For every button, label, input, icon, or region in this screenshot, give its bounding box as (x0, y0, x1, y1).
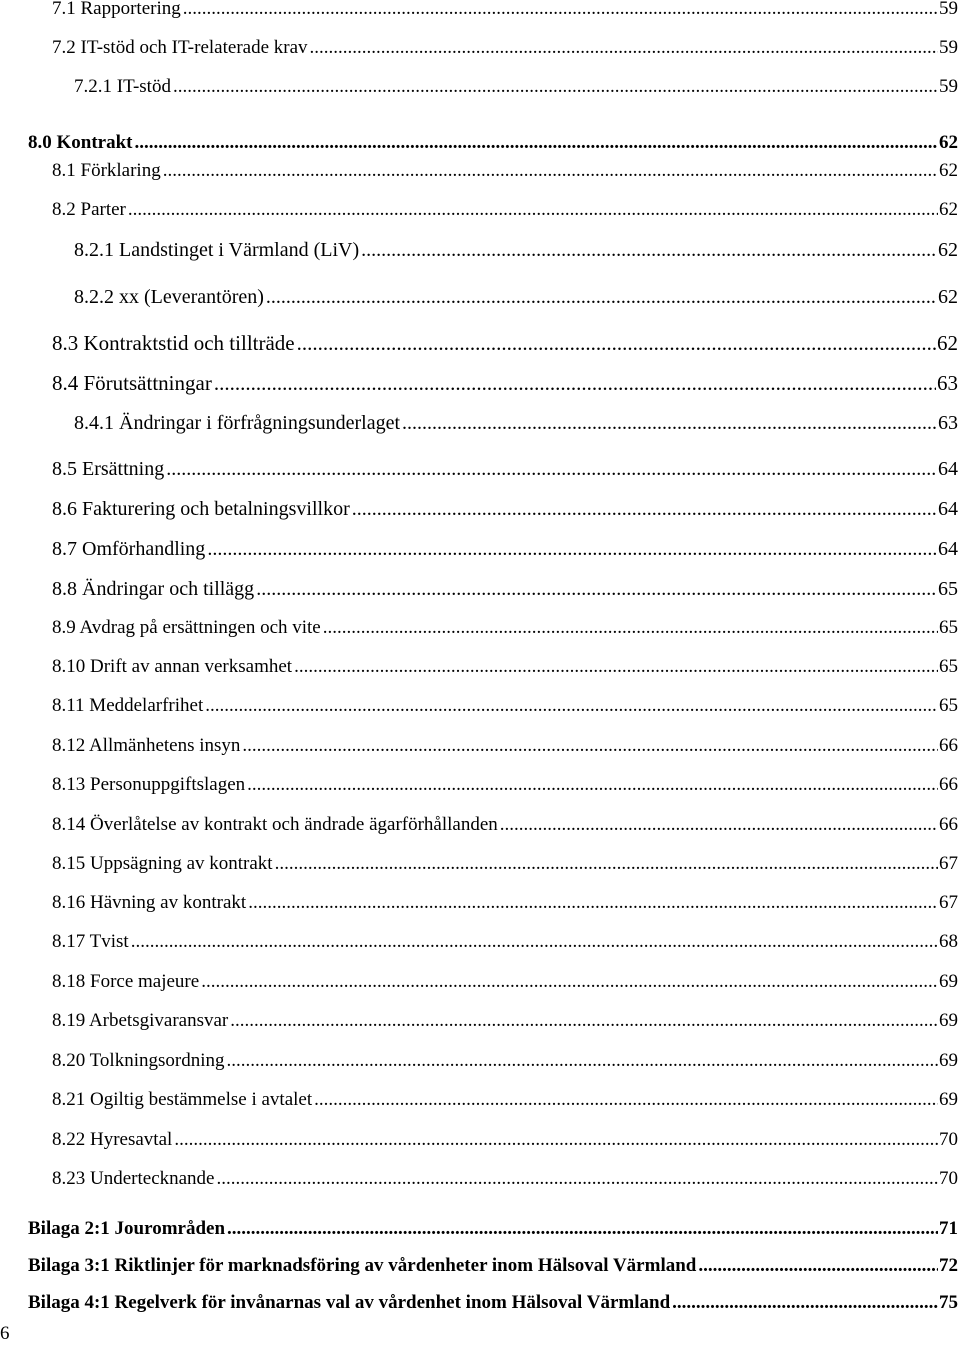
toc-entry[interactable] (52, 929, 958, 955)
toc-leader-dots (361, 237, 937, 263)
toc-entry-page: 67 (939, 892, 958, 913)
toc-entry[interactable] (28, 1290, 958, 1316)
toc-leader-dots (205, 693, 938, 719)
toc-leader-dots (174, 1127, 938, 1153)
toc-entry[interactable] (52, 197, 958, 223)
toc-leader-dots (230, 1008, 938, 1034)
toc-entry[interactable] (52, 772, 958, 798)
toc-entry[interactable] (52, 0, 958, 22)
toc-entry-label: 8.0 Kontrakt (28, 132, 133, 153)
toc-entry[interactable] (28, 130, 958, 156)
toc-entry-page: 62 (937, 331, 958, 355)
toc-entry[interactable] (52, 370, 958, 396)
toc-entry-page: 70 (939, 1168, 958, 1189)
toc-leader-dots (402, 410, 937, 436)
toc-entry-label: 8.8 Ändringar och tillägg (52, 578, 255, 600)
toc-entry[interactable] (52, 851, 958, 877)
toc-leader-dots (128, 197, 938, 223)
toc-leader-dots (247, 772, 938, 798)
toc-entry[interactable] (52, 1087, 958, 1113)
toc-entry-label: 8.15 Uppsägning av kontrakt (52, 853, 273, 874)
toc-entry[interactable] (52, 615, 958, 641)
toc-entry-page: 62 (938, 239, 958, 261)
toc-entry[interactable] (52, 1166, 958, 1192)
toc-entry-page: 68 (939, 931, 958, 952)
toc-leader-dots (266, 284, 937, 310)
toc-entry[interactable] (74, 284, 958, 310)
toc-entry-page: 69 (939, 1010, 958, 1031)
toc-entry-label: Bilaga 4:1 Regelverk för invånarnas val av vårdenhet inom Hälsoval Värmland (28, 1292, 671, 1313)
toc-entry-label: 8.19 Arbetsgivaransvar (52, 1010, 229, 1031)
toc-entry-page: 75 (939, 1292, 958, 1313)
toc-entry-page: 66 (939, 735, 958, 756)
toc-entry-label: 8.17 Tvist (52, 931, 129, 952)
toc-entry-label: 8.2.2 xx (Leverantören) (74, 286, 264, 308)
toc-entry-page: 70 (939, 1129, 958, 1150)
toc-leader-dots (256, 576, 937, 602)
toc-entry-page: 72 (939, 1255, 958, 1276)
toc-entry[interactable] (28, 1253, 958, 1279)
toc-entry-page: 69 (939, 1050, 958, 1071)
toc-leader-dots (294, 654, 938, 680)
toc-entry-label: 8.5 Ersättning (52, 458, 165, 480)
toc-entry[interactable] (52, 576, 958, 602)
toc-leader-dots (275, 851, 938, 877)
toc-leader-dots (214, 370, 936, 396)
toc-entry-page: 62 (939, 199, 958, 220)
toc-leader-dots (310, 35, 938, 61)
toc-leader-dots (166, 456, 937, 482)
toc-entry[interactable] (52, 1008, 958, 1034)
toc-leader-dots (135, 130, 939, 156)
toc-entry-page: 59 (939, 0, 958, 19)
toc-entry-page: 62 (938, 286, 958, 308)
toc-entry-label: 8.21 Ogiltig bestämmelse i avtalet (52, 1089, 313, 1110)
toc-leader-dots (297, 330, 936, 356)
toc-entry-label: 8.10 Drift av annan verksamhet (52, 656, 293, 677)
toc-entry[interactable] (52, 1127, 958, 1153)
toc-entry[interactable] (52, 456, 958, 482)
toc-entry-page: 65 (939, 695, 958, 716)
toc-entry-page: 69 (939, 1089, 958, 1110)
toc-entry-label: 8.16 Hävning av kontrakt (52, 892, 247, 913)
page-number: 6 (0, 1323, 10, 1344)
toc-entry-page: 59 (939, 37, 958, 58)
toc-entry[interactable] (52, 812, 958, 838)
toc-leader-dots (173, 74, 938, 100)
toc-entry-label: 8.22 Hyresavtal (52, 1129, 173, 1150)
toc-entry[interactable] (52, 733, 958, 759)
toc-entry[interactable] (52, 35, 958, 61)
toc-leader-dots (352, 496, 937, 522)
toc-entry[interactable] (52, 158, 958, 184)
toc-entry-label: 7.2 IT-stöd och IT-relaterade krav (52, 37, 308, 58)
toc-leader-dots (183, 0, 938, 22)
toc-entry-label: 8.11 Meddelarfrihet (52, 695, 204, 716)
toc-entry-page: 65 (939, 656, 958, 677)
toc-entry-page: 62 (939, 132, 958, 153)
toc-entry-label: 8.20 Tolkningsordning (52, 1050, 225, 1071)
toc-entry-label: 7.1 Rapportering (52, 0, 181, 19)
toc-entry[interactable] (74, 74, 958, 100)
toc-leader-dots (248, 890, 938, 916)
toc-leader-dots (131, 929, 938, 955)
toc-leader-dots (217, 1166, 939, 1192)
toc-entry[interactable] (28, 1216, 958, 1242)
toc-leader-dots (163, 158, 938, 184)
toc-entry-label: 8.2.1 Landstinget i Värmland (LiV) (74, 239, 360, 261)
toc-entry[interactable] (52, 496, 958, 522)
toc-entry-label: 8.4 Förutsättningar (52, 371, 212, 395)
toc-entry-page: 64 (938, 458, 958, 480)
toc-entry[interactable] (74, 410, 958, 436)
toc-entry-label: 8.14 Överlåtelse av kontrakt och ändrade ägarförhållanden (52, 814, 498, 835)
toc-entry-label: 8.6 Fakturering och betalningsvillkor (52, 498, 350, 520)
toc-entry[interactable] (74, 237, 958, 263)
toc-leader-dots (242, 733, 938, 759)
toc-leader-dots (323, 615, 938, 641)
toc-entry-page: 65 (938, 578, 958, 600)
toc-leader-dots (314, 1087, 938, 1113)
toc-entry-label: 8.13 Personuppgiftslagen (52, 774, 246, 795)
toc-entry[interactable] (52, 890, 958, 916)
toc-leader-dots (201, 969, 938, 995)
toc-entry-page: 63 (938, 412, 958, 434)
toc-entry[interactable] (52, 330, 958, 356)
toc-entry-label: 8.18 Force majeure (52, 971, 200, 992)
toc-leader-dots (698, 1253, 938, 1279)
toc-entry-page: 64 (938, 498, 958, 520)
toc-leader-dots (227, 1048, 939, 1074)
toc-entry[interactable] (52, 693, 958, 719)
toc-entry-page: 64 (938, 538, 958, 560)
toc-entry-label: 8.2 Parter (52, 199, 126, 220)
toc-entry[interactable] (52, 536, 958, 562)
toc-leader-dots (500, 812, 938, 838)
toc-entry-label: 7.2.1 IT-stöd (74, 76, 171, 97)
toc-entry-page: 71 (939, 1218, 958, 1239)
toc-entry-label: 8.3 Kontraktstid och tillträde (52, 331, 295, 355)
toc-leader-dots (207, 536, 937, 562)
toc-entry-label: 8.7 Omförhandling (52, 538, 206, 560)
toc-entry-label: Bilaga 3:1 Riktlinjer för marknadsföring av vårdenheter inom Hälsoval Värmland (28, 1255, 697, 1276)
toc-entry-page: 65 (939, 617, 958, 638)
toc-leader-dots (227, 1216, 938, 1242)
toc-entry-page: 62 (939, 160, 958, 181)
toc-entry-label: 8.4.1 Ändringar i förfrågningsunderlaget (74, 412, 401, 434)
toc-entry-label: 8.12 Allmänhetens insyn (52, 735, 241, 756)
toc-entry[interactable] (52, 1048, 958, 1074)
toc-entry[interactable] (52, 654, 958, 680)
toc-entry-page: 63 (937, 371, 958, 395)
toc-entry-label: Bilaga 2:1 Jourområden (28, 1218, 226, 1239)
toc-entry-page: 59 (939, 76, 958, 97)
toc-entry[interactable] (52, 969, 958, 995)
toc-entry-label: 8.1 Förklaring (52, 160, 161, 181)
toc-leader-dots (672, 1290, 938, 1316)
toc-entry-label: 8.9 Avdrag på ersättningen och vite (52, 617, 321, 638)
toc-entry-page: 67 (939, 853, 958, 874)
toc-entry-page: 69 (939, 971, 958, 992)
toc-entry-label: 8.23 Undertecknande (52, 1168, 215, 1189)
toc-entry-page: 66 (939, 814, 958, 835)
toc-entry-page: 66 (939, 774, 958, 795)
